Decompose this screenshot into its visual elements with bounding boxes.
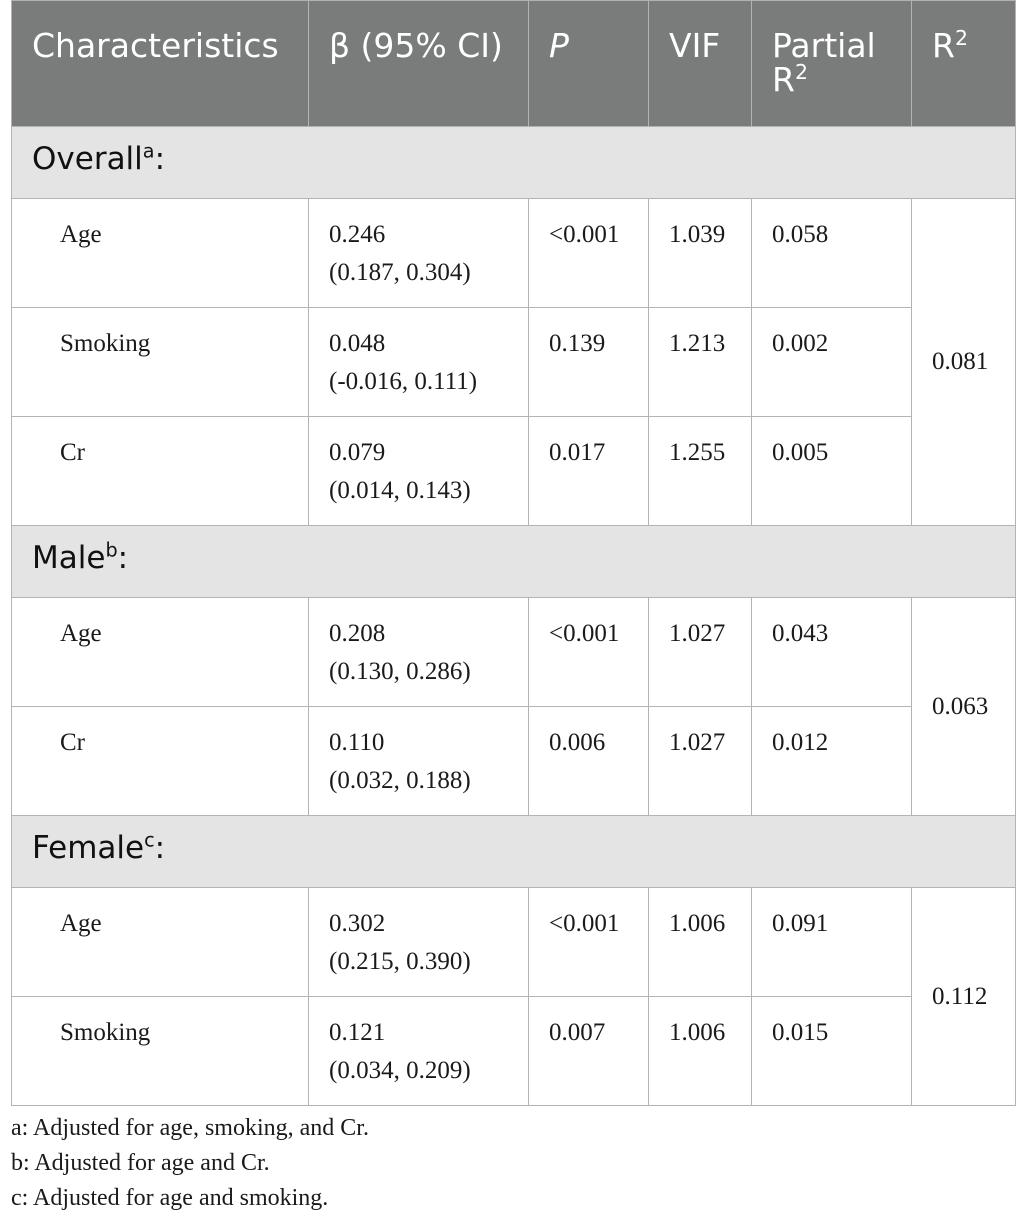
table-row: [12, 997, 1016, 1106]
vif-cell: 1.039: [649, 199, 752, 308]
partial-r2-cell: 0.005: [752, 417, 912, 526]
footnote-b: b: Adjusted for age and Cr.: [11, 1150, 270, 1176]
table-row: [12, 598, 1016, 707]
header-row: [12, 1, 1016, 127]
footnote-c: c: Adjusted for age and smoking.: [11, 1185, 329, 1211]
header-p: P: [529, 1, 649, 127]
table-row: [12, 417, 1016, 526]
row-label: Age: [12, 888, 309, 997]
footnote-a: a: Adjusted for age, smoking, and Cr.: [11, 1115, 369, 1141]
r2-cell: 0.081: [912, 199, 1016, 526]
p-cell: <0.001: [529, 598, 649, 707]
group-row-overall: [12, 127, 1016, 199]
vif-cell: 1.006: [649, 888, 752, 997]
p-cell: <0.001: [529, 199, 649, 308]
beta-cell: 0.208 (0.130, 0.286): [309, 598, 529, 707]
table-row: [12, 308, 1016, 417]
row-label: Age: [12, 598, 309, 707]
group-row-male: [12, 526, 1016, 598]
partial-r2-cell: 0.002: [752, 308, 912, 417]
r2-cell: 0.063: [912, 598, 1016, 816]
header-partial-r2: Partial $R^2$: [752, 1, 912, 127]
header-r2: $R^2$: [912, 1, 1016, 127]
group-row-female: [12, 816, 1016, 888]
beta-cell: 0.246 (0.187, 0.304): [309, 199, 529, 308]
vif-cell: 1.027: [649, 707, 752, 816]
group-label: Female$^c$:: [12, 816, 1016, 888]
p-cell: 0.139: [529, 308, 649, 417]
partial-r2-cell: 0.043: [752, 598, 912, 707]
group-label: Overall$^a$:: [12, 127, 1016, 199]
beta-cell: 0.121 (0.034, 0.209): [309, 997, 529, 1106]
group-label: Male$^b$:: [12, 526, 1016, 598]
beta-cell: 0.079 (0.014, 0.143): [309, 417, 529, 526]
header-vif: VIF: [649, 1, 752, 127]
p-cell: <0.001: [529, 888, 649, 997]
vif-cell: 1.213: [649, 308, 752, 417]
partial-r2-cell: 0.012: [752, 707, 912, 816]
p-cell: 0.007: [529, 997, 649, 1106]
row-label: Cr: [12, 707, 309, 816]
partial-r2-cell: 0.091: [752, 888, 912, 997]
partial-r2-cell: 0.015: [752, 997, 912, 1106]
row-label: Smoking: [12, 308, 309, 417]
regression-table: [11, 0, 1016, 1106]
table-row: [12, 707, 1016, 816]
beta-cell: 0.110 (0.032, 0.188): [309, 707, 529, 816]
p-cell: 0.017: [529, 417, 649, 526]
table-row: [12, 199, 1016, 308]
header-characteristics: Characteristics: [12, 1, 309, 127]
table-row: [12, 888, 1016, 997]
row-label: Age: [12, 199, 309, 308]
beta-cell: 0.302 (0.215, 0.390): [309, 888, 529, 997]
partial-r2-cell: 0.058: [752, 199, 912, 308]
p-cell: 0.006: [529, 707, 649, 816]
vif-cell: 1.255: [649, 417, 752, 526]
row-label: Smoking: [12, 997, 309, 1106]
r2-cell: 0.112: [912, 888, 1016, 1106]
vif-cell: 1.006: [649, 997, 752, 1106]
header-beta: β (95% CI): [309, 1, 529, 127]
vif-cell: 1.027: [649, 598, 752, 707]
beta-cell: 0.048 (-0.016, 0.111): [309, 308, 529, 417]
row-label: Cr: [12, 417, 309, 526]
